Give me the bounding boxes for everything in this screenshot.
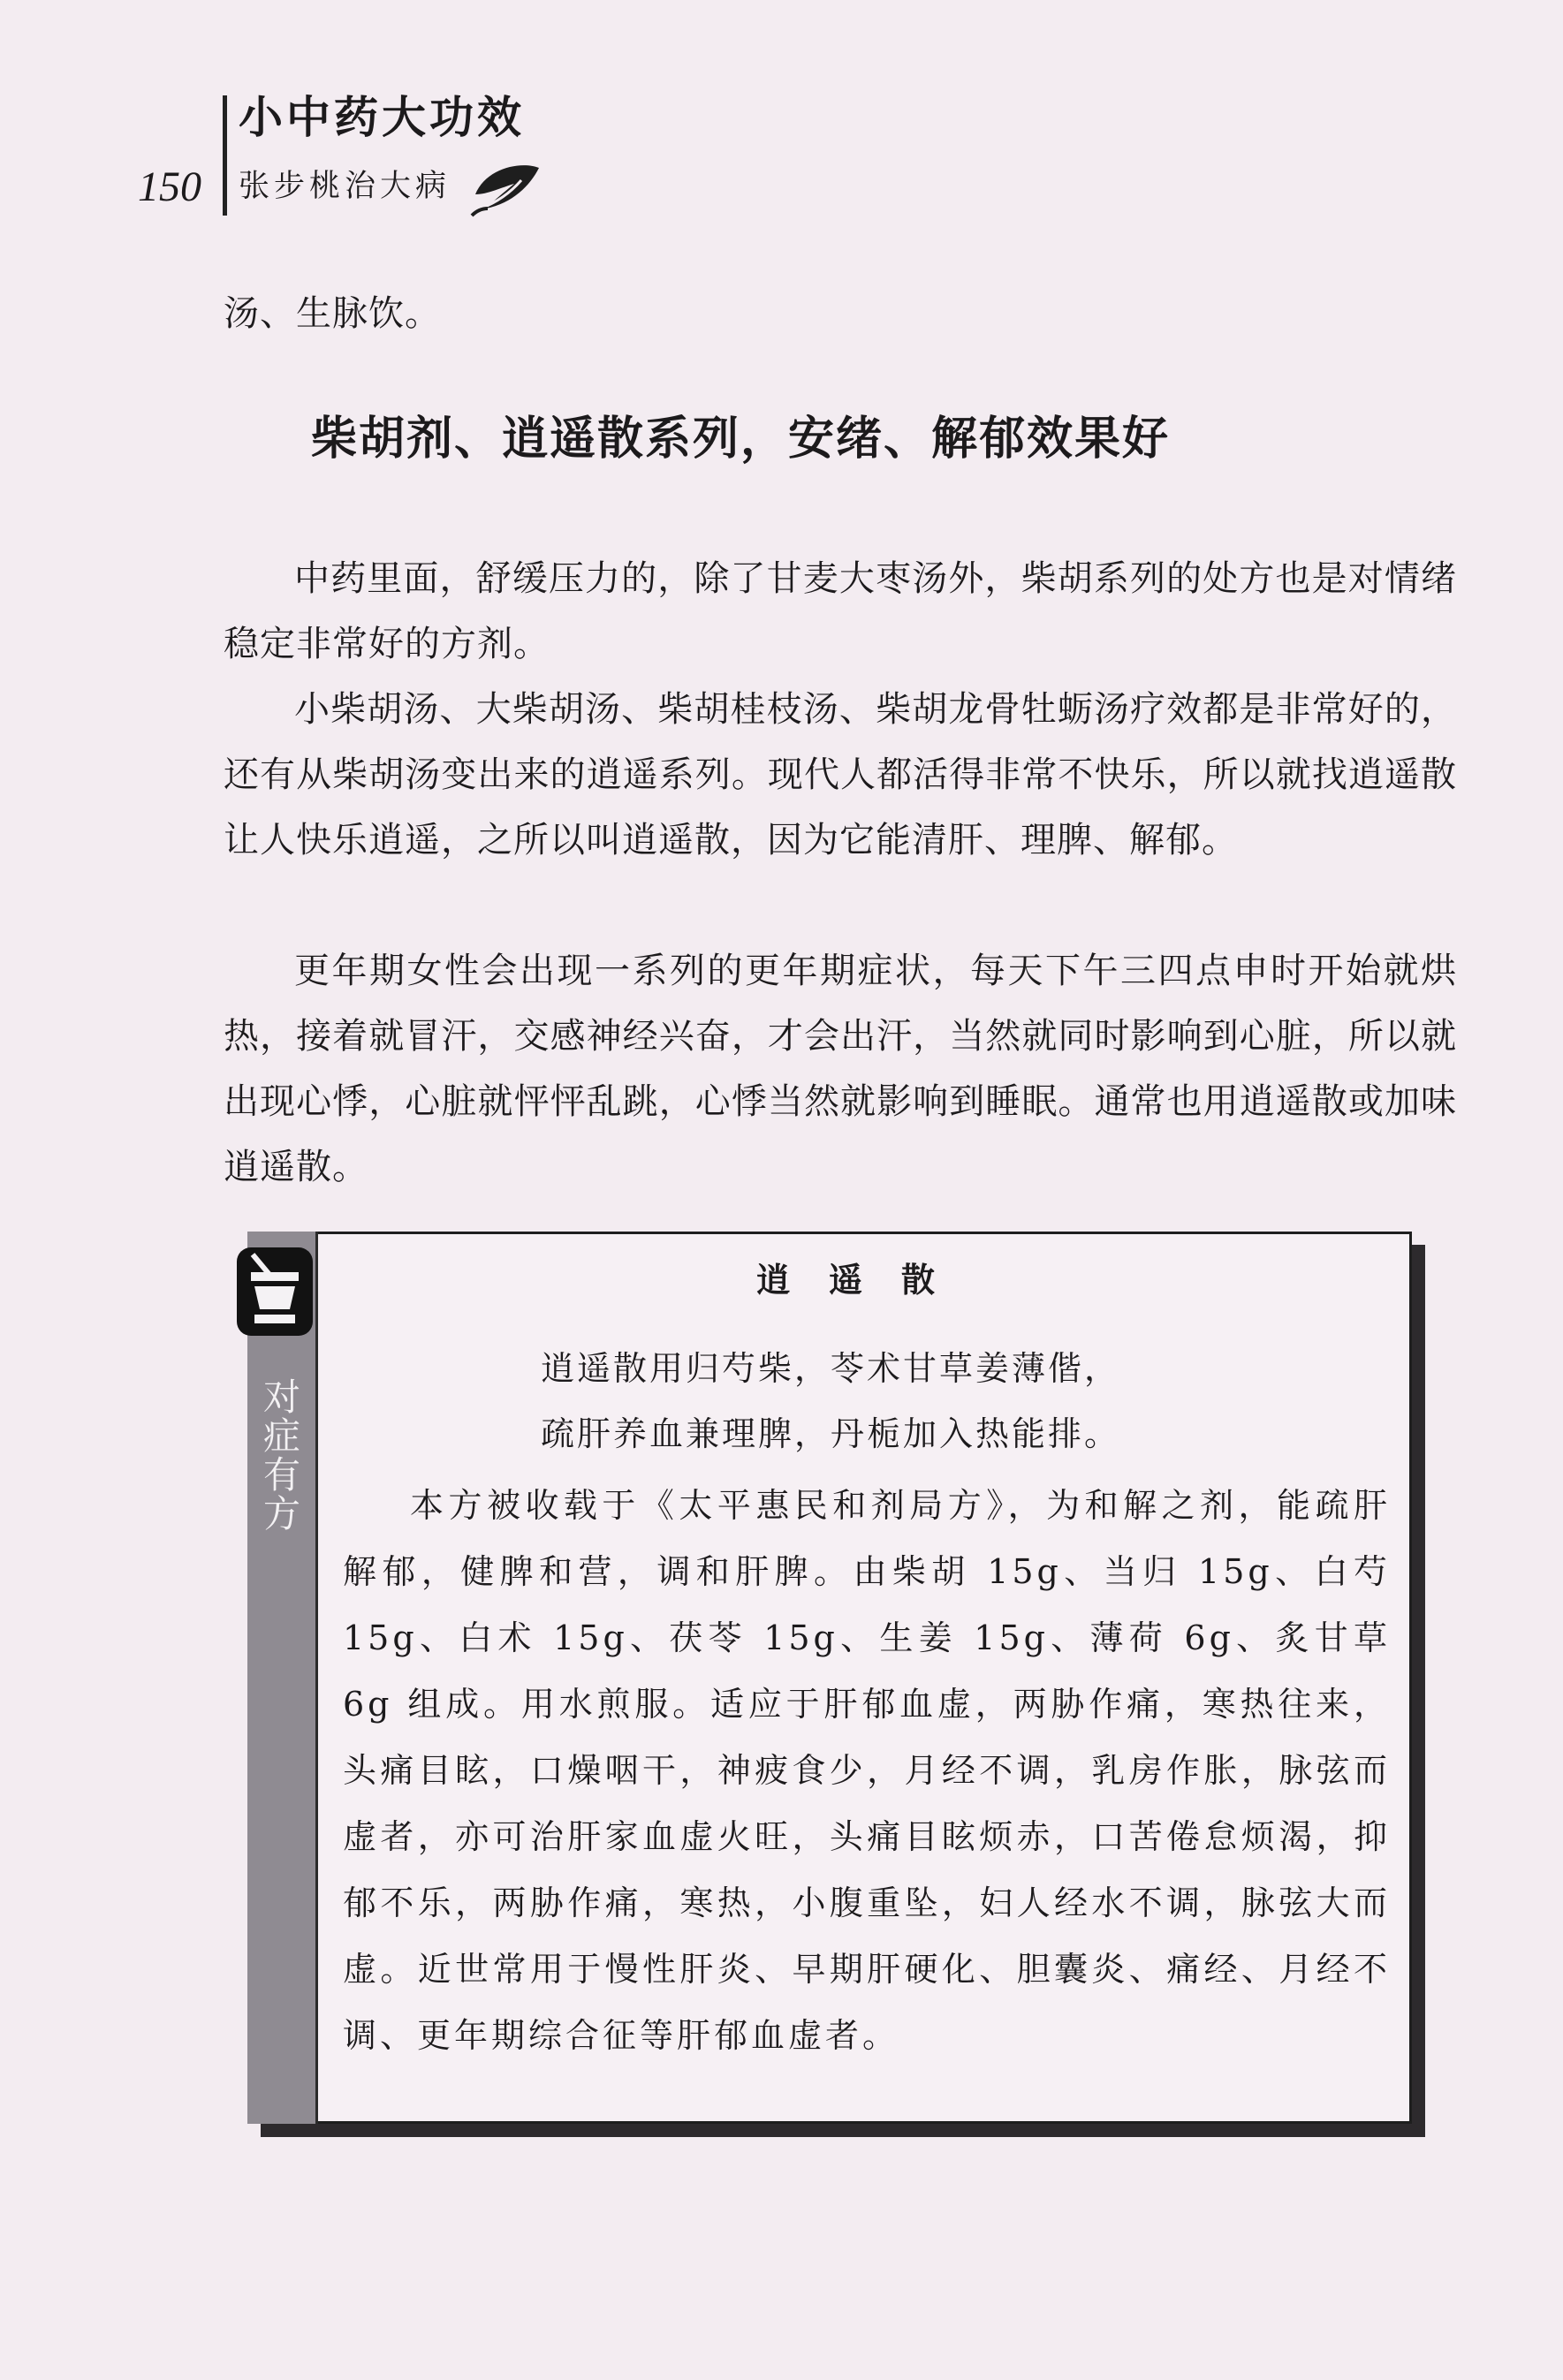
paragraph: 小柴胡汤、大柴胡汤、柴胡桂枝汤、柴胡龙骨牡蛎汤疗效都是非常好的，还有从柴胡汤变出来的逍遥系列。现代人都活得非常不快乐，所以就找逍遥散让人快乐逍遥，之所以叫逍遥散，因为它能清肝、理脾、解郁。 — [224, 689, 1457, 860]
section-heading: 柴胡剂、逍遥散系列，安绪、解郁效果好 — [311, 413, 1171, 466]
verse-line: 疏肝养血兼理脾，丹栀加入热能排。 — [541, 1414, 1121, 1453]
prescription-sidebar — [247, 1232, 318, 2124]
sidebar-label: 对症有方 — [262, 1376, 300, 1535]
header-divider — [223, 95, 227, 216]
prescription-title: 逍遥散 — [755, 1261, 974, 1300]
prescription-body: 本方被收载于《太平惠民和剂局方》，为和解之剂，能疏肝解郁，健脾和营，调和肝脾。由柴胡 15g、当归 15g、白芍 15g、白术 15g、茯苓 15g、生姜 15g、薄荷 6g、炙甘草 6g 组成。用水煎服。适应于肝郁血虚，两胁作痛，寒热往来，头痛目眩，口燥咽干，神疲食少，月经不调，乳房作胀，脉弦而虚者，亦可治肝家血虚火旺，头痛目眩烦赤，口苦倦怠烦渴，抑郁不乐，两胁作痛，寒热，小腹重坠，妇人经水不调，脉弦大而虚。近世常用于慢性肝炎、早期肝硬化、胆囊炎、痛经、月经不调、更年期综合征等肝郁血虚者。 — [343, 1486, 1391, 2055]
mortar-pestle-icon — [235, 1246, 315, 1338]
verse-line: 逍遥散用归芍柴，苓术甘草姜薄偕， — [541, 1349, 1121, 1388]
page-number: 150 — [138, 163, 201, 210]
continued-line: 汤、生脉饮。 — [224, 293, 441, 334]
book-subtitle: 张步桃治大病 — [239, 169, 451, 204]
book-title: 小中药大功效 — [239, 92, 525, 143]
paragraph: 中药里面，舒缓压力的，除了甘麦大枣汤外，柴胡系列的处方也是对情绪稳定非常好的方剂。 — [224, 558, 1457, 664]
herb-leaf-icon — [468, 159, 544, 217]
paragraph: 更年期女性会出现一系列的更年期症状，每天下午三四点申时开始就烘热，接着就冒汗，交感神经兴奋，才会出汗，当然就同时影响到心脏，所以就出现心悸，心脏就怦怦乱跳，心悸当然就影响到睡眠。通常也用逍遥散或加味逍遥散。 — [224, 951, 1457, 1187]
